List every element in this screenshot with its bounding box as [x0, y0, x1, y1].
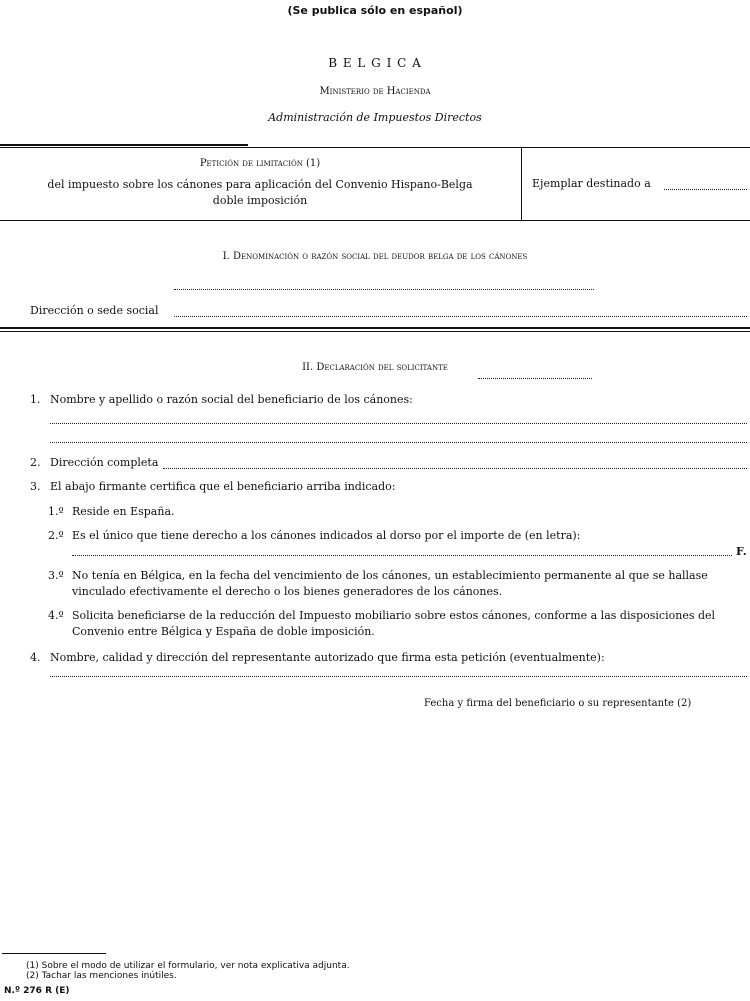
section-divider-thick — [0, 327, 750, 329]
sub1-text: Reside en España. — [72, 505, 175, 518]
representative-field[interactable] — [50, 676, 747, 677]
form-code: N.º 276 R (E) — [4, 986, 70, 996]
sub4-text-line1: Solicita beneficiarse de la reducción del Impuesto mobiliario sobre estos cánones, conforme a las disposiciones del — [72, 609, 716, 622]
applicant-field[interactable] — [478, 378, 592, 379]
section2-heading: II. Declaración del solicitante — [302, 362, 448, 373]
footnote-1: (1) Sobre el modo de utilizar el formulario, ver nota explicativa adjunta. — [26, 961, 350, 971]
item4-number: 4. — [30, 651, 41, 664]
ministry-title: Ministerio de Hacienda — [319, 86, 431, 97]
sub4-text-line2: Convenio entre Bélgica y España de doble imposición. — [72, 625, 375, 638]
copy-destined-label: Ejemplar destinado a — [532, 177, 651, 190]
beneficiary-address-field[interactable] — [163, 468, 747, 469]
title-box-divider — [521, 147, 522, 220]
sub4-number: 4.º — [48, 609, 64, 622]
copy-destined-field[interactable] — [664, 189, 747, 190]
item2-number: 2. — [30, 456, 41, 469]
item3-label: El abajo firmante certifica que el beneficiario arriba indicado: — [50, 480, 396, 493]
currency-mark: F. — [736, 545, 747, 558]
debtor-address-field[interactable] — [174, 316, 747, 317]
item1-number: 1. — [30, 393, 41, 406]
title-box-top-border — [0, 147, 750, 148]
debtor-address-label: Dirección o sede social — [30, 304, 159, 317]
publication-note: (Se publica sólo en español) — [287, 4, 463, 17]
sub2-number: 2.º — [48, 529, 64, 542]
item1-label: Nombre y apellido o razón social del beneficiario de los cánones: — [50, 393, 413, 406]
administration-title: Administración de Impuestos Directos — [268, 111, 482, 124]
section1-heading: I. Denominación o razón social del deudor belga de los cánones — [222, 251, 528, 262]
sub1-number: 1.º — [48, 505, 64, 518]
item3-number: 3. — [30, 480, 41, 493]
country-title: B E L G I C A — [328, 56, 422, 70]
section-divider-thin — [0, 331, 750, 332]
sub2-text: Es el único que tiene derecho a los cánones indicados al dorso por el importe de (en letra): — [72, 529, 581, 542]
petition-title: Petición de limitación (1) — [199, 158, 321, 169]
debtor-name-field[interactable] — [174, 289, 594, 290]
title-box-bottom-border — [0, 220, 750, 221]
sub3-text-line2: vinculado efectivamente el derecho o los bienes generadores de los cánones. — [72, 585, 503, 598]
petition-subtitle-line1: del impuesto sobre los cánones para aplicación del Convenio Hispano-Belga — [47, 178, 473, 191]
footnote-2: (2) Tachar las menciones inútiles. — [26, 971, 177, 981]
petition-subtitle-line2: doble imposición — [212, 194, 308, 207]
amount-in-words-field[interactable] — [72, 555, 732, 556]
sub3-number: 3.º — [48, 569, 64, 582]
beneficiary-name-field-1[interactable] — [50, 423, 747, 424]
signature-label: Fecha y firma del beneficiario o su representante (2) — [424, 698, 692, 709]
item2-label: Dirección completa — [50, 456, 159, 469]
beneficiary-name-field-2[interactable] — [50, 442, 747, 443]
title-box-rule-left — [0, 144, 248, 146]
item4-label: Nombre, calidad y dirección del representante autorizado que firma esta petición (eventualmente): — [50, 651, 605, 664]
sub3-text-line1: No tenía en Bélgica, en la fecha del vencimiento de los cánones, un establecimiento permanente al que se hallase — [72, 569, 708, 582]
footnote-rule — [2, 953, 106, 954]
